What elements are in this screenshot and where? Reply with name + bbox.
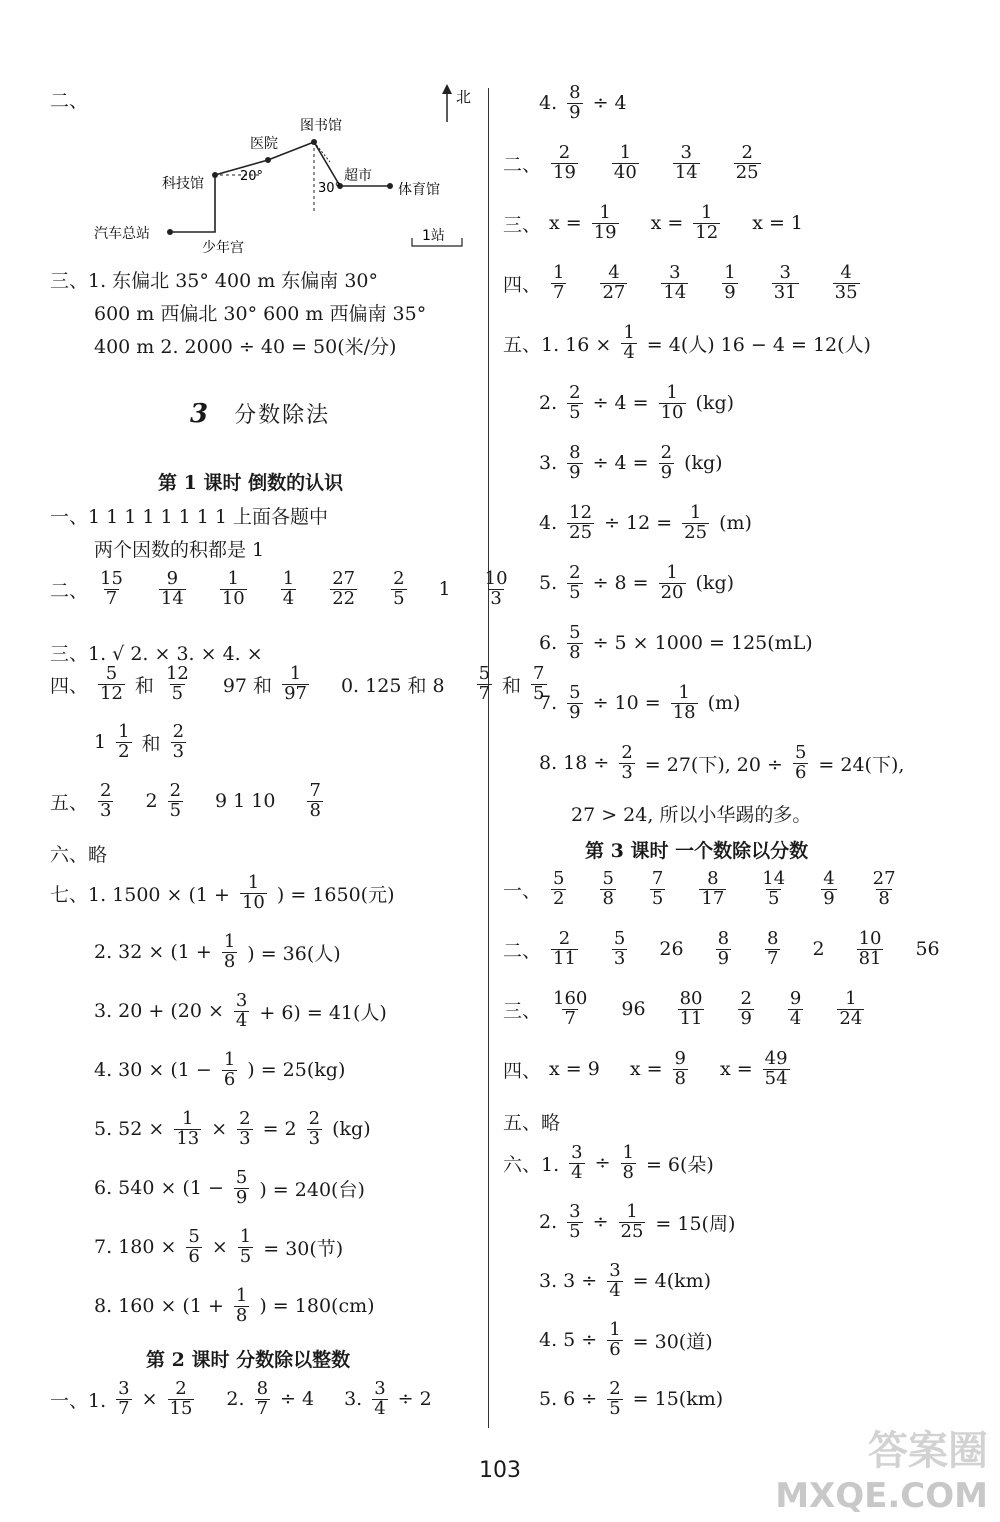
fraction: $\frac{1}{2}$ — [118, 721, 130, 762]
fraction: $\frac{5}{8}$ — [602, 868, 614, 909]
fraction: $\frac{1}{20}$ — [660, 562, 684, 603]
fraction: $\frac{14}{5}$ — [762, 868, 786, 909]
answer-line: 三、 $\frac{160}{7}$ 96 $\frac{80}{11}$ $\frac{2}{9}$ $\frac{9}{4}$ $\frac{1}{24}$ — [503, 988, 863, 1029]
fraction: $\frac{1}{19}$ — [593, 202, 617, 243]
fraction: $\frac{1}{8}$ — [223, 931, 236, 972]
fraction: $\frac{1}{4}$ — [623, 322, 635, 363]
angle-30-label: 30° — [318, 181, 342, 196]
fraction: $\frac{9}{4}$ — [789, 988, 802, 1029]
column-divider — [488, 88, 489, 1428]
answer-line: 8. 18 ÷ $\frac{2}{3}$ = 27(下), 20 ÷ $\frac{5}{6}$ = 24(下), — [539, 742, 905, 783]
fraction: $\frac{5}{9}$ — [569, 682, 581, 723]
fraction: $\frac{1}{8}$ — [235, 1285, 248, 1326]
answer-line: 4. $\frac{8}{9}$ ÷ 4 — [539, 82, 627, 123]
fraction: $\frac{1}{12}$ — [695, 202, 719, 243]
hospital-label: 医院 — [250, 136, 278, 152]
answer-line: 3. $\frac{8}{9}$ ÷ 4 = $\frac{2}{9}$ (kg) — [539, 442, 723, 483]
fraction: $\frac{160}{7}$ — [553, 988, 588, 1029]
fraction: $\frac{3}{7}$ — [118, 1378, 130, 1419]
answer-line: 8. 160 × (1 + $\frac{1}{8}$ ) = 180(cm) — [94, 1285, 375, 1326]
fraction: $\frac{5}{3}$ — [613, 928, 626, 969]
fraction: $\frac{1}{6}$ — [223, 1049, 236, 1090]
fraction: $\frac{2}{3}$ — [100, 780, 112, 821]
fraction: $\frac{2}{3}$ — [172, 721, 185, 762]
fraction: $\frac{8}{7}$ — [256, 1378, 269, 1419]
fraction: $\frac{2}{5}$ — [569, 382, 581, 423]
fraction: $\frac{8}{17}$ — [701, 868, 725, 909]
fraction: $\frac{3}{5}$ — [569, 1201, 581, 1242]
fraction: $\frac{2}{9}$ — [740, 988, 752, 1029]
fraction: $\frac{49}{54}$ — [764, 1048, 788, 1089]
fraction: $\frac{1}{10}$ — [221, 568, 245, 609]
fraction: $\frac{3}{4}$ — [374, 1378, 386, 1419]
stadium-label: 体育馆 — [398, 182, 440, 198]
fraction: $\frac{1}{18}$ — [672, 682, 696, 723]
answer-line: 6. $\frac{5}{8}$ ÷ 5 × 1000 = 125(mL) — [539, 622, 813, 663]
answer-line: 七、1. 1500 × (1 + $\frac{1}{10}$ ) = 1650(元) — [50, 872, 395, 913]
fraction: $\frac{2}{3}$ — [621, 742, 633, 783]
fraction: $\frac{2}{5}$ — [569, 562, 581, 603]
answer-line: 五、 $\frac{2}{3}$ 2 $\frac{2}{5}$ 9 1 10 $\frac{7}{8}$ — [50, 780, 321, 821]
fraction: $\frac{2}{9}$ — [660, 442, 673, 483]
fraction: $\frac{2}{25}$ — [735, 142, 759, 183]
fraction: $\frac{1}{25}$ — [620, 1201, 644, 1242]
fraction: $\frac{5}{2}$ — [553, 868, 565, 909]
north-label: 北 — [456, 88, 472, 106]
answer-line: 600 m 西偏北 30° 600 m 西偏南 35° — [94, 303, 427, 325]
lesson-2-title: 第 2 课时 分数除以整数 — [146, 1349, 351, 1371]
fraction: $\frac{2}{5}$ — [393, 568, 405, 609]
answer-line: 四、 x = 9 x = $\frac{9}{8}$ x = $\frac{49}{54}$ — [503, 1048, 788, 1089]
fraction: $\frac{2}{15}$ — [169, 1378, 193, 1419]
fraction: $\frac{12}{25}$ — [569, 502, 593, 543]
fraction: $\frac{1}{9}$ — [724, 262, 736, 303]
fraction: $\frac{5}{7}$ — [478, 663, 491, 704]
answer-line: 六、1. $\frac{3}{4}$ ÷ $\frac{1}{8}$ = 6(朵) — [503, 1142, 714, 1183]
fraction: $\frac{10}{3}$ — [484, 568, 508, 609]
supermarket-label: 超市 — [344, 168, 372, 184]
chapter-title: 3 分数除法 — [190, 399, 331, 429]
answer-line: 1 $\frac{1}{2}$ 和 $\frac{2}{3}$ — [94, 721, 185, 762]
answer-line: 二、 $\frac{2}{11}$ $\frac{5}{3}$ 26 $\frac{8}{9}$ $\frac{8}{7}$ 2 $\frac{10}{81}$ 56 — [503, 928, 940, 969]
fraction: $\frac{3}{14}$ — [674, 142, 698, 183]
answer-line: 3. 20 + (20 × $\frac{3}{4}$ + 6) = 41(人) — [94, 990, 387, 1031]
fraction: $\frac{1}{5}$ — [239, 1226, 252, 1267]
answer-line: 五、略 — [503, 1112, 561, 1134]
watermark-logo: 答案圈 — [868, 1428, 988, 1474]
answer-line: 一、 $\frac{5}{2}$ $\frac{5}{8}$ $\frac{7}{5}$ $\frac{8}{17}$ $\frac{14}{5}$ $\frac{4}{9}$ $\frac{27}{8}$ — [503, 868, 896, 909]
answer-line: 3. 3 ÷ $\frac{3}{4}$ = 4(km) — [539, 1260, 712, 1301]
answer-line: 一、1. $\frac{3}{7}$ × $\frac{2}{15}$ 2. $\frac{8}{7}$ ÷ 4 3. $\frac{3}{4}$ ÷ 2 — [50, 1378, 432, 1419]
fraction: $\frac{3}{14}$ — [663, 262, 687, 303]
answer-line: 27 > 24, 所以小华踢的多。 — [571, 804, 812, 826]
fraction: $\frac{5}{6}$ — [188, 1226, 200, 1267]
fraction: $\frac{27}{22}$ — [332, 568, 356, 609]
fraction: $\frac{4}{35}$ — [834, 262, 858, 303]
fraction: $\frac{3}{4}$ — [609, 1260, 621, 1301]
direction-map — [90, 82, 490, 262]
youth-palace-label: 少年宫 — [202, 240, 244, 256]
answer-line: 三、 x = $\frac{1}{19}$ x = $\frac{1}{12}$ x = 1 — [503, 202, 804, 243]
answer-line: 四、 $\frac{1}{7}$ $\frac{4}{27}$ $\frac{3}{14}$ $\frac{1}{9}$ $\frac{3}{31}$ $\frac{4}{35}$ — [503, 262, 858, 303]
fraction: $\frac{80}{11}$ — [679, 988, 703, 1029]
answer-line: 5. $\frac{2}{5}$ ÷ 8 = $\frac{1}{20}$ (kg) — [539, 562, 735, 603]
answer-line: 6. 540 × (1 − $\frac{5}{9}$ ) = 240(台) — [94, 1167, 365, 1208]
answer-line: 两个因数的积都是 1 — [94, 539, 265, 561]
answer-line: 7. $\frac{5}{9}$ ÷ 10 = $\frac{1}{18}$ (m) — [539, 682, 741, 723]
answer-line: 5. 6 ÷ $\frac{2}{5}$ = 15(km) — [539, 1378, 724, 1419]
fraction: $\frac{8}{9}$ — [569, 82, 581, 123]
library-label: 图书馆 — [300, 118, 342, 134]
fraction: $\frac{1}{97}$ — [284, 663, 307, 704]
fraction: $\frac{3}{31}$ — [773, 262, 797, 303]
fraction: $\frac{8}{9}$ — [717, 928, 730, 969]
answer-line: 二、 $\frac{2}{19}$ $\frac{1}{40}$ $\frac{3}{14}$ $\frac{2}{25}$ — [503, 142, 759, 183]
answer-line: 一、1 1 1 1 1 1 1 1 上面各题中 — [50, 506, 329, 528]
fraction: $\frac{9}{14}$ — [160, 568, 184, 609]
fraction: $\frac{5}{12}$ — [100, 663, 123, 704]
fraction: $\frac{1}{6}$ — [609, 1319, 621, 1360]
fraction: $\frac{5}{8}$ — [569, 622, 581, 663]
fraction: $\frac{5}{6}$ — [794, 742, 807, 783]
answer-line: 4. 5 ÷ $\frac{1}{6}$ = 30(道) — [539, 1319, 713, 1360]
fraction: $\frac{7}{5}$ — [651, 868, 664, 909]
answer-line: 四、 $\frac{5}{12}$ 和 $\frac{12}{5}$ 97 和 $\frac{1}{97}$ 0. 125 和 8 $\frac{5}{7}$ 和 $\frac{7}{5}$ — [50, 663, 545, 704]
fraction: $\frac{9}{8}$ — [674, 1048, 686, 1089]
fraction: $\frac{2}{5}$ — [169, 780, 182, 821]
fraction: $\frac{10}{81}$ — [858, 928, 882, 969]
answer-line: 六、略 — [50, 844, 108, 866]
fraction: $\frac{1}{10}$ — [241, 872, 265, 913]
answer-line: 三、1. 东偏北 35° 400 m 东偏南 30° — [50, 270, 379, 292]
answer-line: 二、 $\frac{15}{7}$ $\frac{9}{14}$ $\frac{1}{10}$ $\frac{1}{4}$ $\frac{27}{22}$ $\frac{2}{5}$ 1 $\frac{10}{3}$ — [50, 568, 508, 609]
scale-label: 1站 — [422, 228, 445, 244]
fraction: $\frac{7}{8}$ — [309, 780, 321, 821]
fraction: $\frac{1}{24}$ — [839, 988, 863, 1029]
lesson-1-title: 第 1 课时 倒数的认识 — [158, 472, 344, 494]
fraction: $\frac{1}{25}$ — [684, 502, 708, 543]
answer-line: 4. $\frac{12}{25}$ ÷ 12 = $\frac{1}{25}$ (m) — [539, 502, 752, 543]
answer-line: 4. 30 × (1 − $\frac{1}{6}$ ) = 25(kg) — [94, 1049, 346, 1090]
fraction: $\frac{2}{3}$ — [308, 1108, 321, 1149]
answer-line: 2. $\frac{3}{5}$ ÷ $\frac{1}{25}$ = 15(周) — [539, 1201, 736, 1242]
fraction: $\frac{1}{7}$ — [553, 262, 565, 303]
fraction: $\frac{1}{13}$ — [176, 1108, 200, 1149]
answer-line: 7. 180 × $\frac{5}{6}$ × $\frac{1}{5}$ = 30(节) — [94, 1226, 344, 1267]
angle-20-label: 20° — [240, 169, 264, 184]
tech-label: 科技馆 — [162, 176, 204, 192]
fraction: $\frac{8}{7}$ — [767, 928, 779, 969]
fraction: $\frac{1}{40}$ — [613, 142, 637, 183]
fraction: $\frac{2}{5}$ — [609, 1378, 621, 1419]
fraction: $\frac{12}{5}$ — [165, 663, 189, 704]
fraction: $\frac{3}{4}$ — [571, 1142, 583, 1183]
fraction: $\frac{4}{9}$ — [823, 868, 835, 909]
answer-line: 400 m 2. 2000 ÷ 40 = 50(米/分) — [94, 336, 397, 358]
watermark-url: MXQE.COM — [775, 1476, 988, 1516]
fraction: $\frac{15}{7}$ — [100, 568, 123, 609]
answer-line: 五、1. 16 × $\frac{1}{4}$ = 4(人) 16 − 4 = 12(人) — [503, 322, 871, 363]
answer-line: 2. $\frac{2}{5}$ ÷ 4 = $\frac{1}{10}$ (kg) — [539, 382, 735, 423]
fraction: $\frac{2}{19}$ — [553, 142, 576, 183]
number: 1 — [438, 578, 451, 601]
page-number: 103 — [479, 1458, 521, 1483]
fraction: $\frac{27}{8}$ — [872, 868, 896, 909]
map-section-label: 二、 — [50, 90, 89, 112]
fraction: $\frac{7}{5}$ — [533, 663, 545, 704]
fraction: $\frac{2}{11}$ — [553, 928, 576, 969]
answer-line: 2. 32 × (1 + $\frac{1}{8}$ ) = 36(人) — [94, 931, 341, 972]
fraction: $\frac{4}{27}$ — [602, 262, 626, 303]
answer-line: 5. 52 × $\frac{1}{13}$ × $\frac{2}{3}$ = 2 $\frac{2}{3}$ (kg) — [94, 1108, 371, 1149]
fraction: $\frac{1}{8}$ — [622, 1142, 634, 1183]
fraction: $\frac{1}{10}$ — [660, 382, 684, 423]
answer-line: 三、1. √ 2. × 3. × 4. × — [50, 643, 263, 665]
fraction: $\frac{2}{3}$ — [239, 1108, 251, 1149]
fraction: $\frac{5}{9}$ — [235, 1167, 248, 1208]
fraction: $\frac{3}{4}$ — [235, 990, 248, 1031]
fraction: $\frac{1}{4}$ — [282, 568, 295, 609]
bus-station-label: 汽车总站 — [94, 226, 150, 242]
lesson-3-title: 第 3 课时 一个数除以分数 — [585, 840, 809, 862]
fraction: $\frac{8}{9}$ — [569, 442, 581, 483]
